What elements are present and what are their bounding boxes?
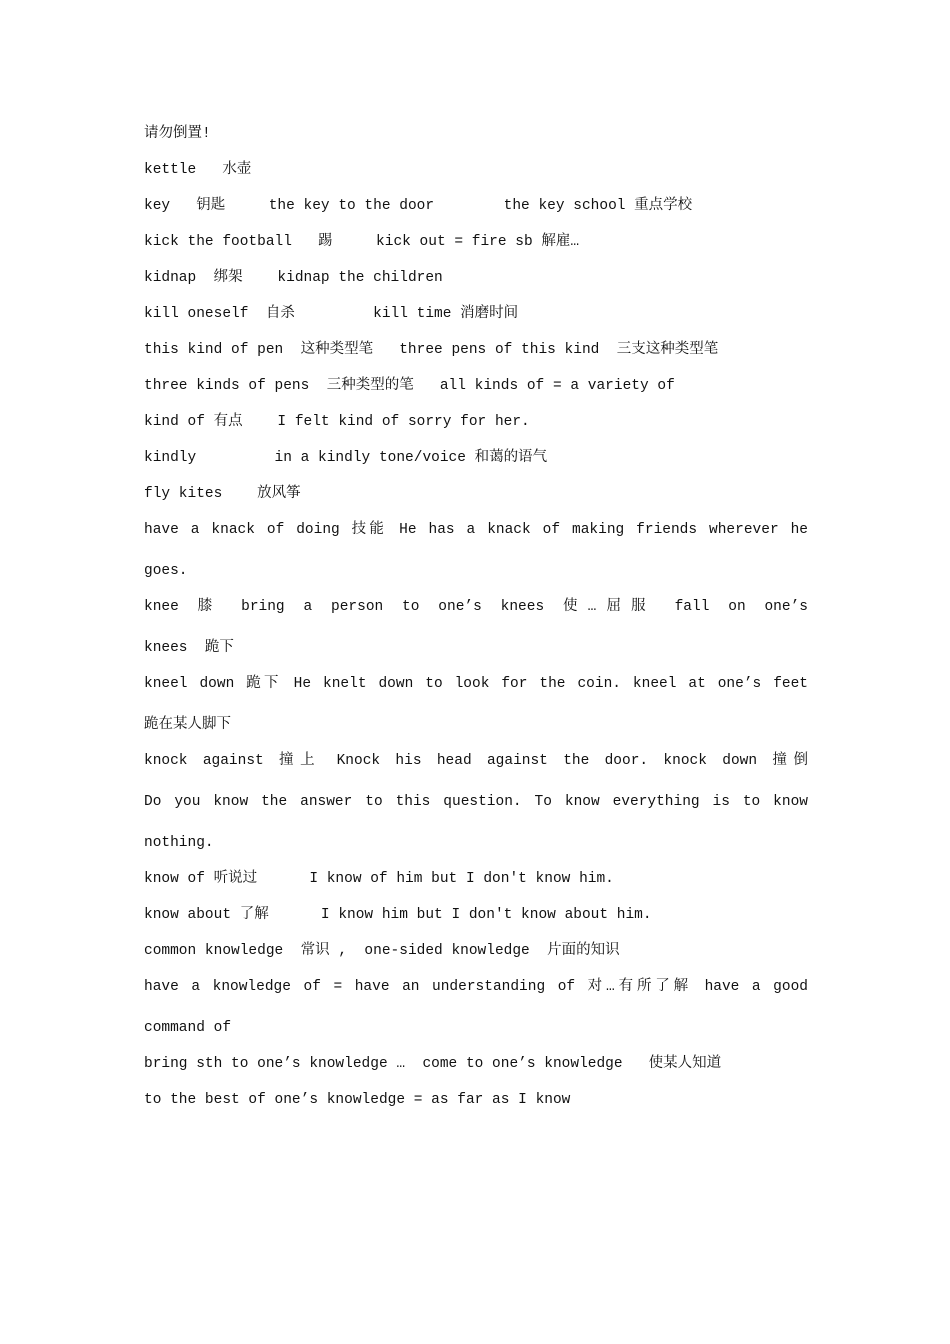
doc-line: fly kites 放风筝 [144,486,301,502]
doc-line: knees 跪下 [144,640,234,656]
doc-line: this kind of pen 这种类型笔 three pens of this kind 三支这种类型笔 [144,342,719,358]
doc-line: command of [144,1020,232,1036]
doc-line: bring sth to one’s knowledge … come to one’s knowledge 使某人知道 [144,1056,722,1072]
doc-line: nothing. [144,835,214,851]
doc-line: Do you know the answer to this question. To know everything is to know [144,794,808,810]
doc-line: knock against 撞上 Knock his head against the door. knock down 撞倒 [144,753,808,769]
doc-line: have a knowledge of = have an understanding of 对…有所了解 have a good [144,979,808,995]
doc-line: 请勿倒置! [144,126,211,142]
doc-line: kind of 有点 I felt kind of sorry for her. [144,414,530,430]
doc-line: kettle 水壶 [144,162,252,178]
doc-line: to the best of one’s knowledge = as far as I know [144,1092,571,1108]
doc-line: kidnap 绑架 kidnap the children [144,270,443,286]
doc-line: know about 了解 I know him but I don't know about him. [144,907,652,923]
doc-line: kill oneself 自杀 kill time 消磨时间 [144,306,519,322]
doc-line: kindly in a kindly tone/voice 和蔼的语气 [144,450,548,466]
doc-line: kick the football 踢 kick out = fire sb 解雇… [144,234,580,250]
doc-line: knee 膝 bring a person to one’s knees 使…屈服 fall on one’s [144,599,808,615]
doc-line: know of 听说过 I know of him but I don't know him. [144,871,614,887]
doc-line: goes. [144,563,188,579]
doc-line: have a knack of doing 技能 He has a knack of making friends wherever he [144,522,808,538]
doc-line: kneel down 跪下 He knelt down to look for the coin. kneel at one’s feet [144,676,808,692]
doc-line: three kinds of pens 三种类型的笔 all kinds of = a variety of [144,378,675,394]
document-body [144,124,808,1126]
doc-line: 跪在某人脚下 [144,717,231,733]
doc-line: key 钥匙 the key to the door the key school 重点学校 [144,198,693,214]
doc-line: common knowledge 常识 , one-sided knowledge 片面的知识 [144,943,620,959]
